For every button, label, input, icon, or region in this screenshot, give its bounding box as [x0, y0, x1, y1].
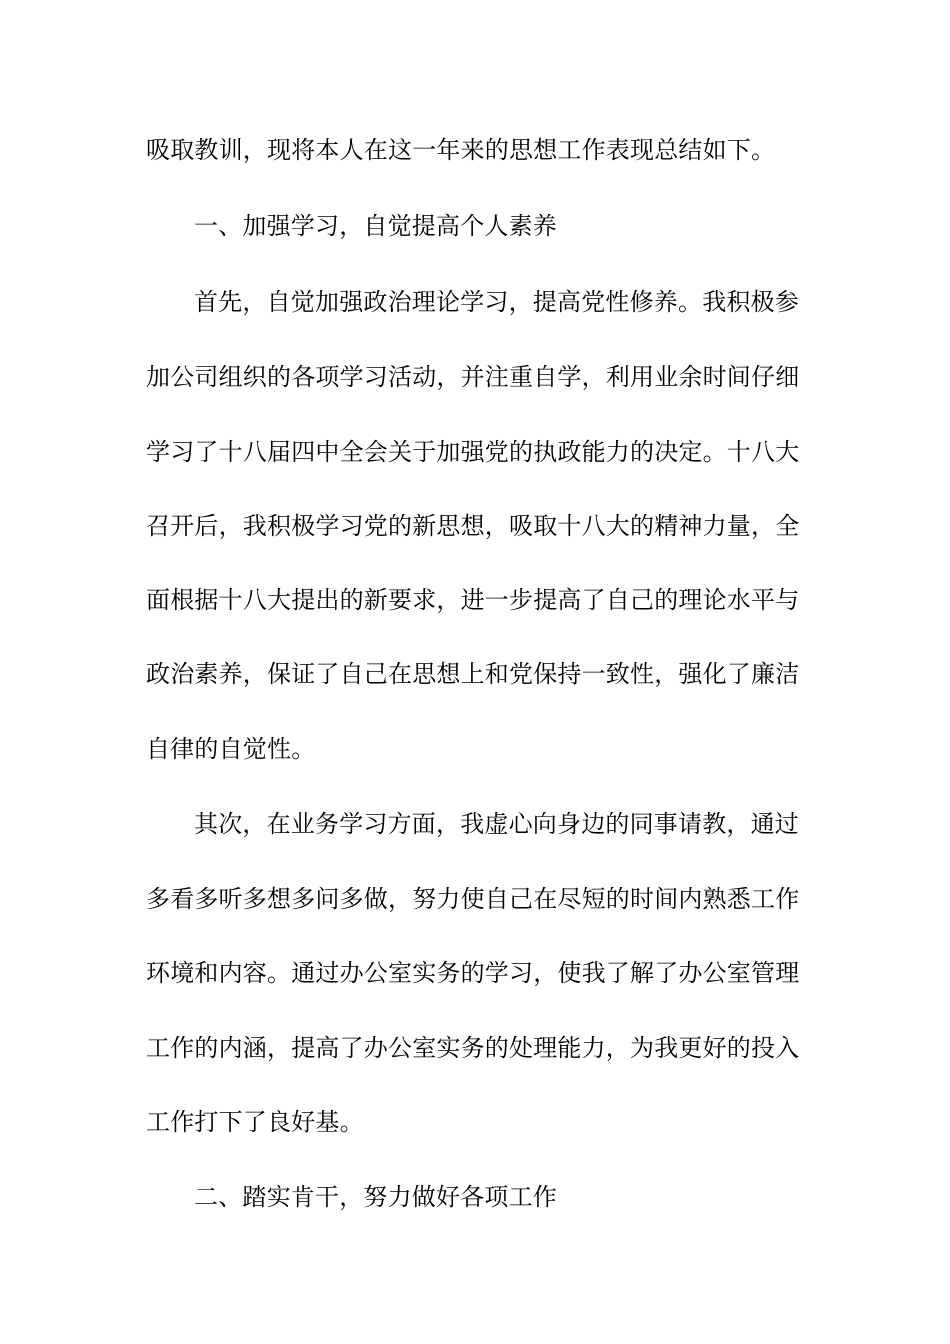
section-heading-1: 一、加强学习，自觉提高个人素养: [194, 212, 557, 240]
paragraph-line: 政治素养，保证了自己在思想上和党保持一致性，强化了廉洁: [146, 660, 800, 688]
paragraph-line: 加公司组织的各项学习活动，并注重自学，利用业余时间仔细: [146, 363, 800, 391]
paragraph-line: 首先，自觉加强政治理论学习，提高党性修养。我积极参: [194, 288, 799, 316]
paragraph-line: 环境和内容。通过办公室实务的学习，使我了解了办公室管理: [146, 959, 800, 987]
section-heading-2: 二、踏实肯干，努力做好各项工作: [194, 1183, 557, 1211]
paragraph-line: 工作打下了良好基。: [146, 1108, 364, 1136]
paragraph-line: 工作的内涵，提高了办公室实务的处理能力，为我更好的投入: [146, 1034, 800, 1062]
paragraph-line: 召开后，我积极学习党的新思想，吸取十八大的精神力量，全: [146, 512, 800, 540]
paragraph-line: 其次，在业务学习方面，我虚心向身边的同事请教，通过: [194, 810, 799, 838]
paragraph-line: 学习了十八届四中全会关于加强党的执政能力的决定。十八大: [146, 438, 800, 466]
paragraph-line: 面根据十八大提出的新要求，进一步提高了自己的理论水平与: [146, 586, 800, 614]
paragraph-line: 自律的自觉性。: [146, 735, 316, 763]
paragraph-line: 多看多听多想多问多做，努力使自己在尽短的时间内熟悉工作: [146, 885, 800, 913]
paragraph-intro-line: 吸取教训，现将本人在这一年来的思想工作表现总结如下。: [146, 136, 776, 164]
